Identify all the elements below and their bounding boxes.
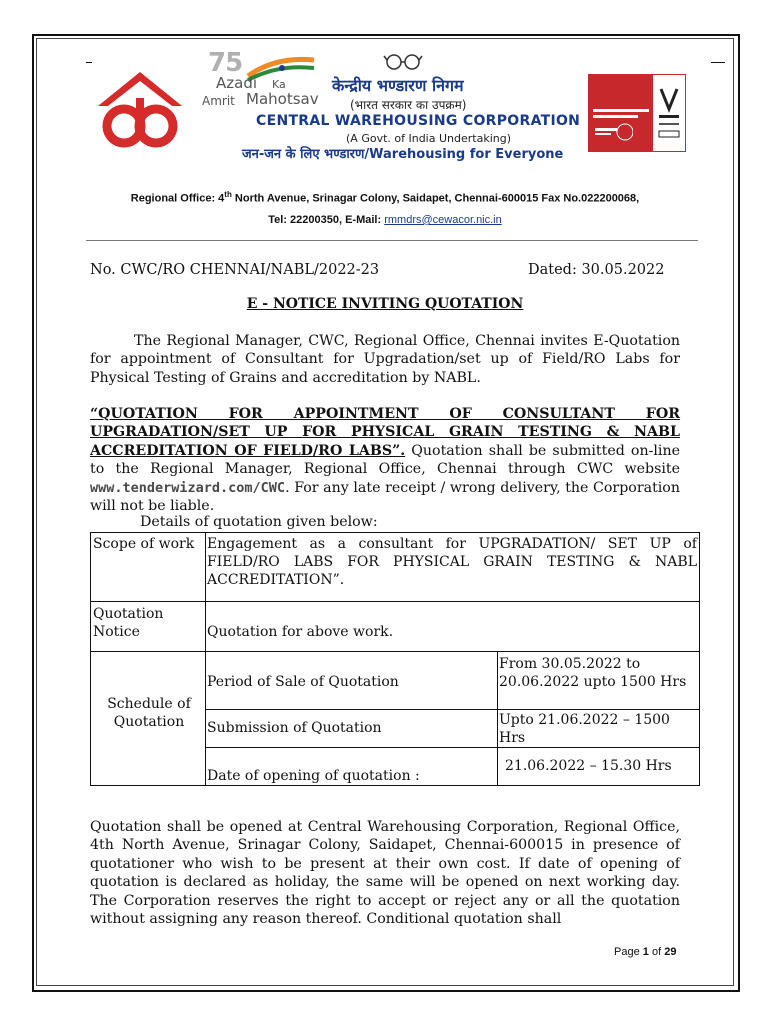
- ukas-mark-icon: [653, 75, 685, 151]
- corner-dash-right: [711, 62, 725, 63]
- notice-value-cell: Quotation for above work.: [207, 624, 394, 640]
- cwc-logo: [94, 68, 186, 154]
- tel-line: Tel: 22200350, E-Mail:: [268, 214, 382, 226]
- org-tagline: जन-जन के लिए भण्डारण/Warehousing for Everyone: [242, 147, 564, 162]
- submission-paragraph: [90, 405, 680, 515]
- scope-label-cell: Scope of work: [93, 536, 195, 552]
- azadi-ka: Ka: [272, 78, 286, 91]
- opening-label-cell: Date of opening of quotation :: [207, 768, 420, 784]
- closing-paragraph: Quotation shall be opened at Central Warehousing Corporation, Regional Office, 4th North Avenue, Srinagar Colony, Saidapet, Chennai-600015 in presence of quotationer who wish to be present at their own cost. If date of opening of quotation is declared as holiday, the same will be opened on next working day. The Corporation reserves the right to accept or reject any or all the quotation without assigning any reason thereof. Conditional quotation shall: [90, 819, 680, 928]
- page-total: 29: [664, 946, 677, 958]
- certification-badge: [588, 74, 686, 152]
- table-row-divider-3: [205, 709, 699, 710]
- submission-value-cell: Upto 21.06.2022 – 1500 Hrs: [499, 712, 670, 746]
- quotation-heading: “QUOTATION FOR APPOINTMENT OF CONSULTANT FOR UPGRADATION/SET UP FOR PHYSICAL GRAIN TESTING & NABL ACCREDITATION OF FIELD/RO LABS”.: [90, 406, 680, 459]
- address-sup: th: [224, 190, 232, 199]
- submission-text-b: . For any late receipt / wrong delivery, the Corporation will not be liable.: [90, 479, 680, 515]
- bureau-veritas-seal-icon: [593, 122, 633, 142]
- notice-date: Dated: 30.05.2022: [528, 262, 665, 278]
- corner-dash-left: [86, 62, 92, 63]
- opening-value-cell: 21.06.2022 – 15.30 Hrs: [505, 758, 672, 774]
- english-org-name: CENTRAL WAREHOUSING CORPORATION: [256, 113, 581, 129]
- submission-label-cell: Submission of Quotation: [207, 720, 382, 736]
- schedule-label-cell: Schedule of Quotation: [107, 696, 191, 730]
- website-link[interactable]: www.tenderwizard.com/CWC: [90, 479, 286, 496]
- azadi-number: 75: [208, 48, 243, 78]
- page-of: of: [651, 946, 662, 958]
- sale-period-label-cell: Period of Sale of Quotation: [207, 674, 399, 690]
- sale-period-value-cell: From 30.05.2022 to 20.06.2022 upto 1500 Hrs: [499, 656, 687, 690]
- email-link[interactable]: rmmdrs@cewacor.nic.in: [384, 214, 502, 226]
- submission-text-a: Quotation shall be submitted on-line to the Regional Manager, Regional Office, Chennai through CWC website: [90, 442, 680, 478]
- notice-title: E - NOTICE INVITING QUOTATION: [246, 296, 524, 312]
- address-label: Regional Office:: [130, 192, 216, 205]
- swachh-bharat-glasses-icon: [382, 52, 424, 70]
- english-org-subtitle: (A Govt. of India Undertaking): [346, 132, 511, 145]
- table-col-divider-2: [497, 651, 498, 785]
- table-row-divider-4: [205, 747, 699, 748]
- intro-paragraph: The Regional Manager, CWC, Regional Office, Chennai invites E-Quotation for appointment of Consultant for Upgradation/set up of Field/RO Labs for Physical Testing of Grains and accreditation by NABL.: [90, 333, 680, 386]
- page-current: 1: [642, 946, 649, 958]
- bureau-veritas-mark: [589, 75, 653, 151]
- page-label: Page: [614, 946, 640, 958]
- table-row-divider-1: [91, 601, 699, 602]
- azadi-mahotsav: Mahotsav: [246, 90, 319, 108]
- office-contact-line: [0, 214, 770, 226]
- header-divider: [86, 240, 698, 241]
- notice-label-cell: Quotation Notice: [93, 606, 164, 640]
- azadi-word: Azadi: [216, 74, 258, 92]
- office-address-line: [0, 190, 770, 205]
- address-number: 4: [218, 192, 225, 205]
- page-number: [614, 946, 676, 958]
- hindi-org-subtitle: (भारत सरकार का उपक्रम): [350, 98, 467, 112]
- quotation-details-table: [90, 532, 700, 786]
- address-rest: North Avenue, Srinagar Colony, Saidapet, Chennai-600015 Fax No.022200068,: [234, 192, 640, 205]
- azadi-amrit: Amrit: [202, 94, 235, 108]
- details-line: Details of quotation given below:: [140, 514, 378, 530]
- scope-value-cell: Engagement as a consultant for UPGRADATION/ SET UP of FIELD/RO LABS FOR PHYSICAL GRAIN TESTING & NABL ACCREDITATION”.: [207, 536, 697, 588]
- table-row-divider-2: [91, 651, 699, 652]
- reference-number: No. CWC/RO CHENNAI/NABL/2022-23: [90, 262, 380, 278]
- hindi-org-name: केन्द्रीय भण्डारण निगम: [332, 76, 464, 95]
- azadi-ka-amrit-mahotsav-logo: [198, 48, 330, 114]
